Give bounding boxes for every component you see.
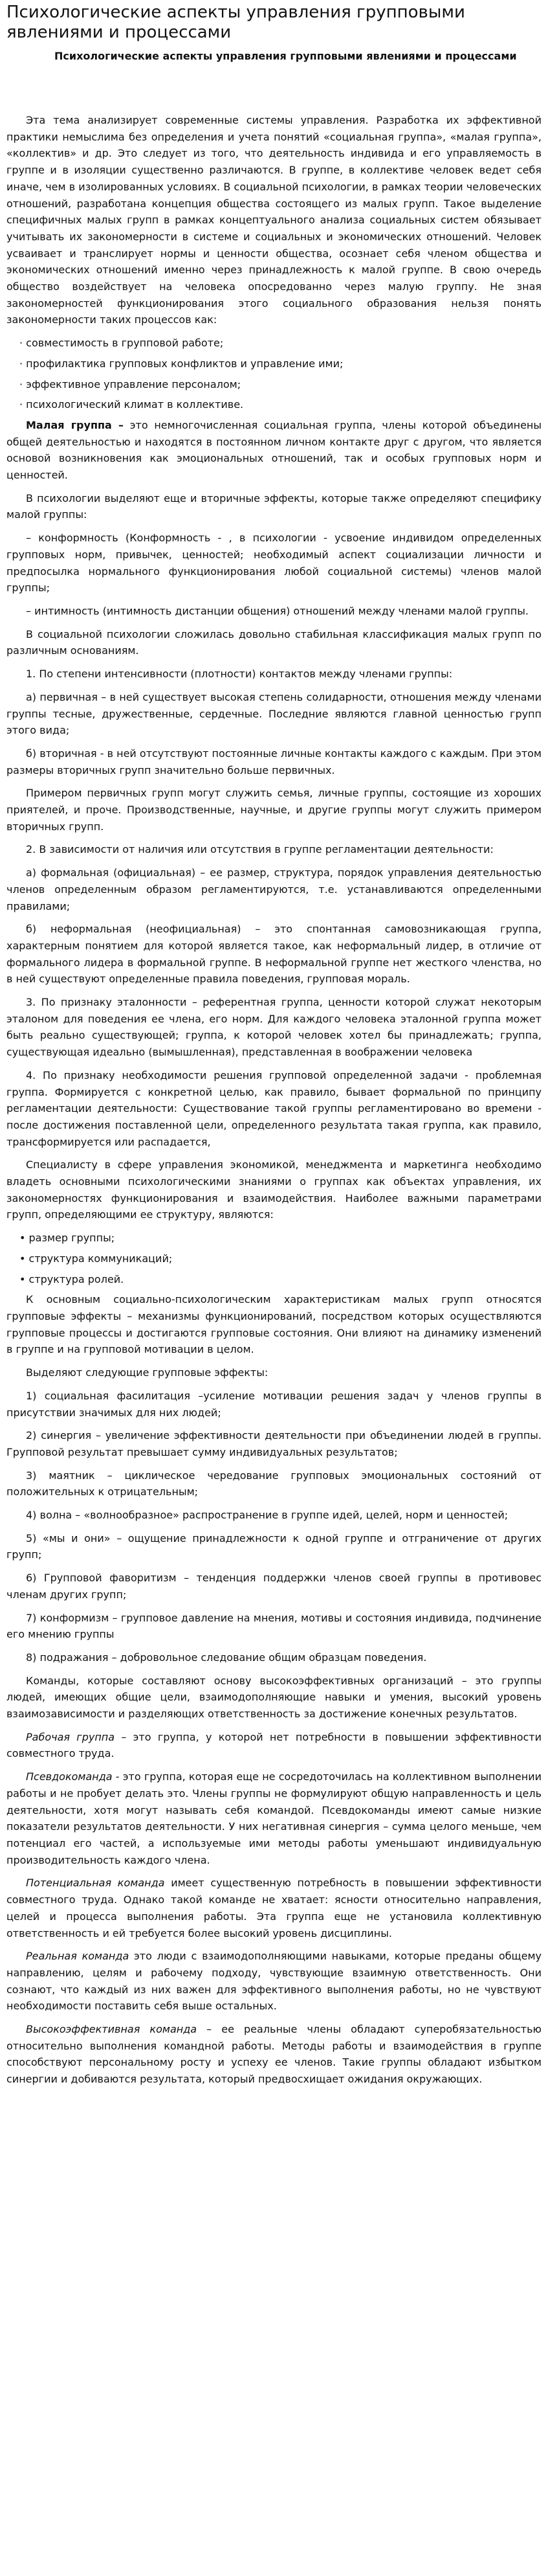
param-item: • размер группы;	[19, 1232, 115, 1245]
team-type-paragraph	[6, 1948, 542, 2015]
effect-item: 5) «мы и они» – ощущение принадлежности к одной группе и отграничение от других групп;	[6, 1531, 542, 1561]
effect-item: 7) конформизм – групповое давление на мнения, мотивы и состояния индивида, подчинение его мнению группы	[6, 1611, 542, 1641]
team-type-term: Высокоэффективная команда	[26, 2023, 197, 2036]
intensity-item: б) вторичная - в ней отсутствуют постоянные личные контакты каждого с каждым. При этом размеры вторичных групп значительно больше первичных.	[6, 747, 542, 776]
team-type-term: Псевдокоманда	[26, 1770, 113, 1783]
section-subtitle: Психологические аспекты управления групповыми явлениями и процессами	[54, 50, 517, 62]
team-type-term: Потенциальная команда	[26, 1877, 165, 1890]
param-item: • структура ролей.	[19, 1272, 124, 1285]
team-type-text: – ее реальные члены обладают суперобязательностью относительно выполнения командной работы. Методы работы и взаимодействия в группе способствуют персональному росту и успеху ее членов. Такие группы обладают избытком синергии и добиваются результата, который предвосхищает ожидания окружающих.	[6, 2023, 542, 2086]
list-item: · совместимость в групповой работе;	[19, 337, 224, 350]
small-group-definition	[6, 417, 542, 484]
regulation-item: а) формальная (официальная) – ее размер, структура, порядок управления деятельностью членов определенным образом регламентируются, т.е. устанавливаются определенными правилами;	[6, 866, 542, 912]
team-type-text: это люди с взаимодополняющими навыками, которые преданы общему направлению, целям и рабочему подходу, чувствующие взаимную ответственность. Они сознают, что каждый из них важен для эффективного выполнения работы, но не чувствуют необходимости поставить себя выше остальных.	[6, 1950, 542, 2013]
intensity-item: а) первичная – в ней существует высокая степень солидарности, отношения между членами группы тесные, дружественные, сердечные. Последние являются главной ценностью групп этого вида;	[6, 690, 542, 737]
effect-item: 4) волна – «волнообразное» распространение в группе идей, целей, норм и ценностей;	[26, 1509, 509, 1522]
feature-item: – интимность (интимность дистанции общения) отношений между членами малой группы.	[26, 604, 529, 617]
effect-item: 3) маятник – циклическое чередование групповых эмоциональных состояний от положительных к отрицательным;	[6, 1469, 542, 1498]
list-item: · психологический климат в коллективе.	[19, 398, 244, 411]
effects-intro: Выделяют следующие групповые эффекты:	[26, 1366, 269, 1379]
page-title: Психологические аспекты управления групповыми явлениями и процессами	[6, 3, 465, 42]
effect-item: 6) Групповой фаворитизм – тенденция поддержки членов своей группы в противовес членам других групп;	[6, 1572, 542, 1601]
task-group-paragraph: 4. По признаку необходимости решения групповой определенной задачи - проблемная группа. Формируется с конкретной целью, как правило, бывает формальной по принципу регламентации деятельности: Существование такой группы регламентировано во времени - после достижения поставленной цели, определенного результата такая группа, как правило, трансформируется или распадается,	[6, 1068, 542, 1148]
list-item: · профилактика групповых конфликтов и управление ими;	[19, 357, 344, 370]
list-item: · эффективное управление персоналом;	[19, 378, 241, 390]
features-intro: В психологии выделяют еще и вторичные эффекты, которые также определяют специфику малой группы:	[6, 491, 542, 521]
team-type-paragraph	[6, 2021, 542, 2088]
team-type-term: Рабочая группа	[26, 1730, 115, 1743]
specialist-paragraph: Специалисту в сфере управления экономикой, менеджмента и маркетинга необходимо владеть основными психологическими знаниями о группах как объектах управления, их закономерностях функционирования и взаимодействия. Наиболее важными параметрами групп, определяющими ее структуру, являются:	[6, 1158, 542, 1221]
intensity-heading: 1. По степени интенсивности (плотности) контактов между членами группы:	[26, 668, 453, 681]
team-type-text: - это группа, которая еще не сосредоточилась на коллективном выполнении работы и не пробует делать это. Члены группы не формулируют общую направленность и цель деятельности, хотя могут называть себя командой. Псевдокоманды имеют самые низкие показатели результатов деятельности. У них негативная синергия – сумма целого меньше, чем потенциал его частей, а используемые ими методы работы уменьшают индивидуальную производительность каждого члена.	[6, 1770, 542, 1866]
commands-paragraph: Команды, которые составляют основу высокоэффективных организаций – это группы людей, имеющих общие цели, взаимодополняющие навыки и умения, высокий уровень взаимозависимости и разделяющих ответственность за достижение конечных результатов.	[6, 1674, 542, 1721]
intensity-example: Примером первичных групп могут служить семья, личные группы, состоящие из хороших приятелей, и проче. Производственные, научные, и другие группы могут служить примером вторичных групп.	[6, 787, 542, 833]
team-type-text: – это группа, у которой нет потребности в повышении эффективности совместного труда.	[6, 1730, 542, 1760]
term-small-group: Малая группа –	[26, 418, 124, 431]
team-type-paragraph	[6, 1729, 542, 1762]
effect-item: 1) социальная фасилитация –усиление мотивации решения задач у членов группы в присутствии значимых для них людей;	[6, 1389, 542, 1419]
team-type-paragraph	[6, 1768, 542, 1868]
main-characteristics-paragraph: К основным социально-психологическим характеристикам малых групп относятся групповые эффекты – механизмы функционирований, посредством которых осуществляются групповые процессы и достигаются групповые состояния. Они влияют на динамику изменений в группе и на групповой мотивации в целом.	[6, 1293, 542, 1356]
team-type-term: Реальная команда	[26, 1950, 129, 1963]
effect-item: 8) подражания – добровольное следование общим образцам поведения.	[26, 1651, 427, 1664]
effect-item: 2) синергия – увеличение эффективности деятельности при объединении людей в группы. Групповой результат превышает сумму индивидуальных результатов;	[6, 1429, 542, 1458]
reference-group-paragraph: 3. По признаку эталонности – референтная группа, ценности которой служат некоторым эталоном для поведения ее члена, его норм. Для каждого человека эталонной группа может быть реально существующей; группа, к которой человек хотел бы принадлежать; группа, существующая идеально (вымышленная), представленная в воображении человека	[6, 996, 542, 1059]
regulation-heading: 2. В зависимости от наличия или отсутствия в группе регламентации деятельности:	[26, 843, 494, 856]
intro-paragraph: Эта тема анализирует современные системы управления. Разработка их эффективной практики немыслима без определения и учета понятий «социальная группа», «малая группа», «коллектив» и др. Это следует из того, что деятельность индивида и его управляемость в группе и в изоляции существенно различаются. В группе, в коллективе человек ведет себя иначе, чем в изолированных условиях. В социальной психологии, в рамках теории человеческих отношений, разработана концепция общества состоящего из малых групп. Такое выделение специфичных малых групп в рамках концептуального анализа социальных систем обязывает учитывать их закономерности в системе и социальных и экономических отношений. Человек усваивает и транслирует нормы и ценности общества, осознает себя членом общества и экономических отношений именно через принадлежность к малой группе. В свою очередь общество воздействует на человека опосредованно через малую группу. Не зная закономерностей функционирования этого социального образования нельзя понять закономерности таких процессов как:	[6, 114, 542, 326]
definition-text: это немногочисленная социальная группа, члены которой объединены общей деятельностью и находятся в постоянном личном контакте друг с другом, что является основой возникновения как эмоциональных отношений, так и особых групповых норм и ценностей.	[6, 418, 542, 482]
team-type-text: имеет существенную потребность в повышении эффективности совместного труда. Однако такой команде не хватает: ясности относительно направления, целей и процесса выполнения работы. Эта группа еще не установила коллективную ответственность и ей требуется более высокий уровень дисциплины.	[6, 1877, 542, 1939]
classification-intro: В социальной психологии сложилась довольно стабильная классификация малых групп по различным основаниям.	[6, 627, 542, 657]
param-item: • структура коммуникаций;	[19, 1252, 173, 1265]
team-type-paragraph	[6, 1875, 542, 1941]
feature-item: – конформность (Конформность - , в психологии - усвоение индивидом определенных групповых норм, привычек, ценностей; необходимый аспект социализации личности и предпосылка нормального функционирования любой социальной системы) членов малой группы;	[6, 532, 542, 594]
regulation-item: б) неформальная (неофициальная) – это спонтанная самовозникающая группа, характерным понятием для которой является такое, как неформальный лидер, в отличие от формального лидера в формальной группе. В неформальной группе нет жесткого членства, но в ней существуют определенные правила поведения, групповая мораль.	[6, 923, 542, 986]
